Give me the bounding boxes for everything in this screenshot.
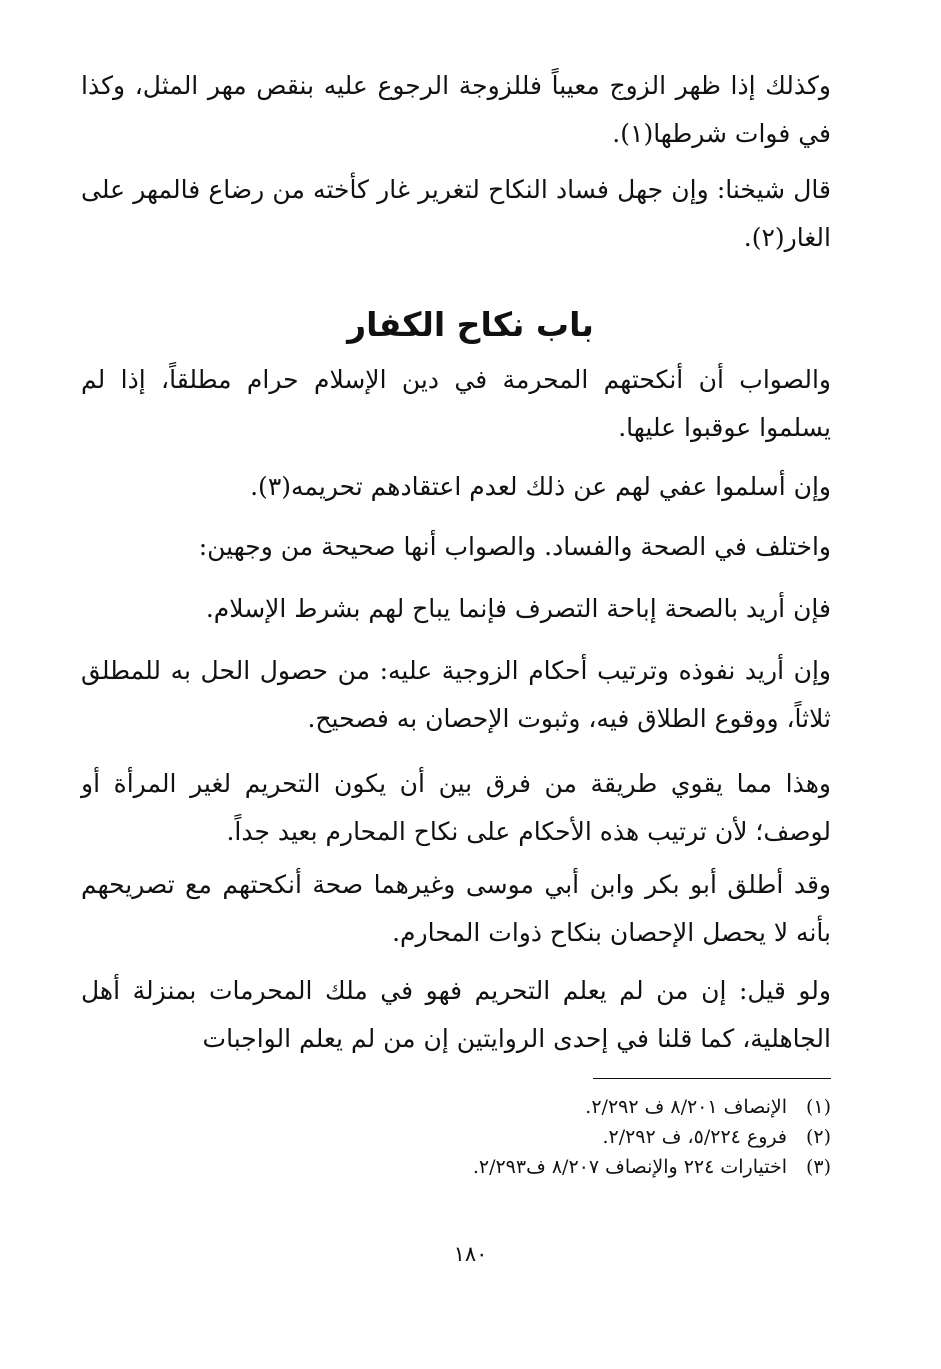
footnote-text: الإنصاف ٨/٢٠١ ف ٢/٢٩٢. (585, 1096, 787, 1118)
paragraph-body-7: وقد أطلق أبو بكر وابن أبي موسى وغيرهما صحة أنكحتهم مع تصريحهم بأنه لا يحصل الإحصان بنكاح ذوات المحارم. (81, 870, 831, 947)
footnote-number: (٢) (805, 1126, 831, 1148)
paragraph-husband-defect: وكذلك إذا ظهر الزوج معيباً فللزوجة الرجوع عليه بنقص مهر المثل، وكذا في فوات شرطها(١). (81, 71, 831, 148)
paragraph-body-6: وهذا مما يقوي طريقة من فرق بين أن يكون التحريم لغير المرأة أو لوصف؛ لأن ترتيب هذه الأحكام على نكاح المحارم بعيد جداً. (81, 769, 831, 846)
footnote-text: اختيارات ٢٢٤ والإنصاف ٨/٢٠٧ ف٢/٢٩٣. (472, 1156, 787, 1178)
footnotes (181, 1092, 831, 1182)
paragraph-body-2: وإن أسلموا عفي لهم عن ذلك لعدم اعتقادهم تحريمه(٣). (250, 472, 831, 501)
footnote-text: فروع ٥/٢٢٤، ف ٢/٢٩٢. (602, 1126, 787, 1148)
footnote-item (181, 1122, 831, 1152)
paragraph-body-3: واختلف في الصحة والفساد. والصواب أنها صحيحة من وجهين: (198, 532, 831, 561)
paragraph-body-8: ولو قيل: إن من لم يعلم التحريم فهو في ملك المحرمات بمنزلة أهل الجاهلية، كما قلنا في إحدى الروايتين إن من لم يعلم الواجبات (81, 976, 831, 1053)
footnote-item (181, 1092, 831, 1122)
paragraph-body-1: والصواب أن أنكحتهم المحرمة في دين الإسلام حرام مطلقاً، إذا لم يسلموا عوقبوا عليها. (81, 365, 831, 442)
footnote-number: (٣) (805, 1156, 831, 1178)
footnote-number: (١) (805, 1096, 831, 1118)
paragraph-body-4: فإن أريد بالصحة إباحة التصرف فإنما يباح لهم بشرط الإسلام. (205, 594, 831, 623)
page-number: ١٨٠ (453, 1242, 488, 1266)
section-heading: باب نكاح الكفار (347, 305, 594, 344)
paragraph-sheikh-quote: قال شيخنا: وإن جهل فساد النكاح لتغرير غار كأخته من رضاع فالمهر على الغار(٢). (81, 175, 831, 252)
paragraph-body-5: وإن أريد نفوذه وترتيب أحكام الزوجية عليه: من حصول الحل به للمطلق ثلاثاً، ووقوع الطلاق فيه، وثبوت الإحصان به فصحيح. (81, 656, 831, 733)
footnote-item (181, 1152, 831, 1182)
footnote-divider (593, 1078, 831, 1079)
